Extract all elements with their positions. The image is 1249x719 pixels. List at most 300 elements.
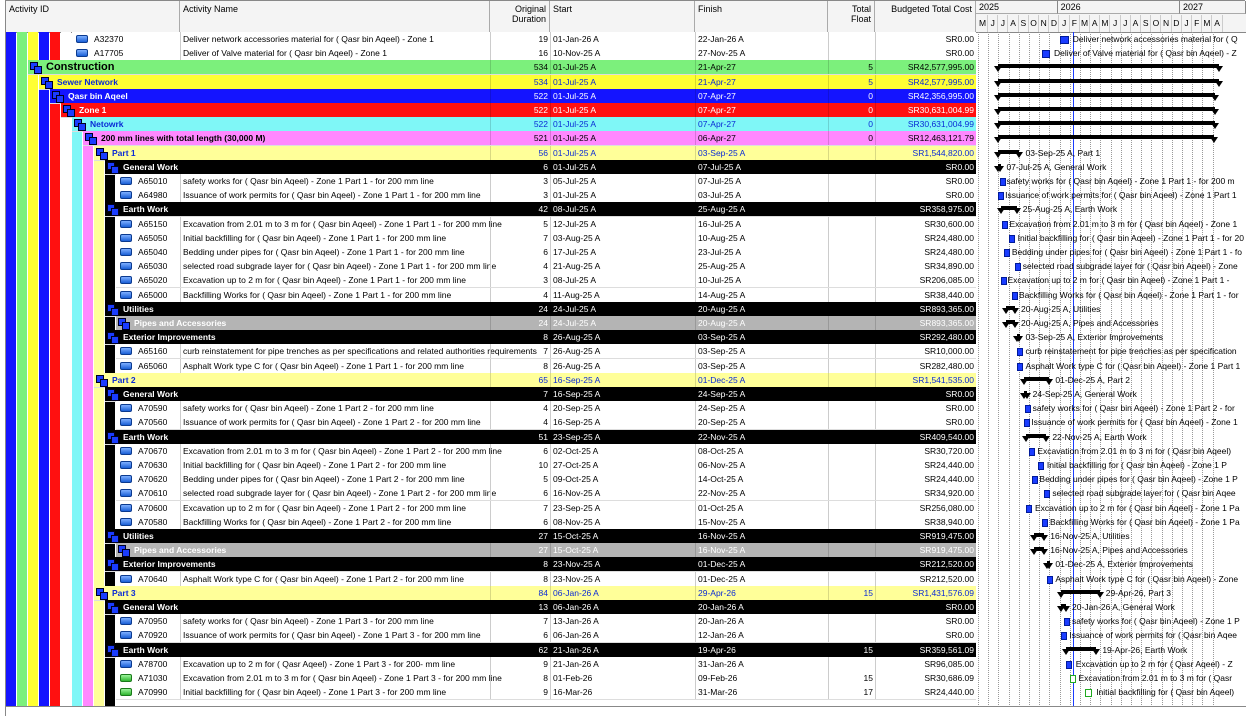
finish-date: 03-Jul-25 A: [695, 188, 828, 202]
month-label: M: [1100, 15, 1110, 32]
activity-bar: [1025, 405, 1031, 413]
total-float: [828, 259, 875, 273]
budgeted-cost: SR30,720.00: [875, 444, 976, 458]
month-label: F: [1070, 15, 1080, 32]
month-label: J: [1060, 15, 1070, 32]
summary-bar-start-cap: [994, 66, 1002, 72]
bar-label: 03-Sep-25 A, Exterior Improvements: [1025, 332, 1163, 343]
activity-icon: [120, 631, 132, 639]
original-duration: 84: [490, 586, 550, 600]
activity-bar: [1012, 292, 1018, 300]
wbs-row[interactable]: [6, 60, 976, 74]
budgeted-cost: SR0.00: [875, 46, 976, 60]
start-date: 26-Aug-25 A: [550, 330, 695, 344]
summary-bar-end-cap: [1045, 379, 1053, 385]
wbs-icon: [107, 602, 117, 612]
original-duration: 6: [490, 160, 550, 174]
activity-id: A70560: [138, 417, 168, 428]
activity-name: Excavation from 2.01 m to 3 m for ( Qasr bin Aqeel) - Zone 1 Part 1 - for 200 mm line: [180, 217, 490, 231]
activity-name: Deliver network accessories material for ( Qasr bin Aqeel) - Zone 1: [180, 32, 490, 46]
start-date: 03-Aug-25 A: [550, 231, 695, 245]
activity-id: A65050: [138, 232, 168, 243]
original-duration: 7: [490, 614, 550, 628]
original-duration: 534: [490, 75, 550, 89]
activity-id: A70920: [138, 630, 168, 641]
activity-id: A65010: [138, 176, 168, 186]
wbs-name: Exterior Improvements: [123, 559, 216, 570]
wbs-icon: [107, 389, 117, 399]
finish-date: 08-Oct-25 A: [695, 444, 828, 458]
start-date: 01-Jul-25 A: [550, 117, 695, 131]
wbs-row[interactable]: [6, 600, 976, 614]
wbs-icon: [30, 62, 40, 72]
table-row[interactable]: [6, 628, 976, 642]
summary-bar: [998, 135, 1214, 139]
table-row[interactable]: [6, 174, 976, 188]
month-label: N: [1162, 15, 1172, 32]
original-duration: 8: [490, 557, 550, 571]
budgeted-cost: SR24,440.00: [875, 685, 976, 699]
activity-icon: [120, 518, 132, 526]
activity-bar: [1042, 519, 1048, 527]
wbs-icon: [107, 304, 117, 314]
total-float: [828, 160, 875, 174]
bar-label: Excavation from 2.01 m to 3 m for ( Qasr bin Aqeel) - Zone 1: [1009, 218, 1238, 229]
schedule-sheet: [5, 0, 1245, 716]
wbs-name: Utilities: [123, 303, 154, 314]
summary-bar-end-cap: [1013, 208, 1021, 214]
budgeted-cost: SR96,085.00: [875, 657, 976, 671]
original-duration: 8: [490, 330, 550, 344]
wbs-name: Earth Work: [123, 431, 169, 442]
col-total-float[interactable]: Total Float: [828, 1, 875, 32]
finish-date: 24-Sep-25 A: [695, 401, 828, 415]
wbs-row[interactable]: [6, 316, 976, 330]
activity-bar: [1000, 178, 1006, 186]
wbs-row[interactable]: [6, 586, 976, 600]
wbs-name: Earth Work: [123, 644, 169, 655]
wbs-row[interactable]: [6, 330, 976, 344]
original-duration: 42: [490, 202, 550, 216]
wbs-row[interactable]: [6, 387, 976, 401]
original-duration: 3: [490, 174, 550, 188]
wbs-icon: [41, 77, 51, 87]
original-duration: 24: [490, 316, 550, 330]
original-duration: 522: [490, 117, 550, 131]
start-date: 15-Oct-25 A: [550, 543, 695, 557]
original-duration: 4: [490, 415, 550, 429]
bar-label: Excavation from 2.01 m to 3 m for ( Qasr bin Aqeel): [1037, 445, 1232, 456]
activity-icon: [120, 362, 132, 370]
table-row[interactable]: [6, 415, 976, 429]
wbs-row[interactable]: [6, 131, 976, 145]
summary-bar-start-cap: [1030, 549, 1038, 555]
summary-bar-end-cap: [1092, 649, 1100, 655]
summary-bar-end-cap: [996, 166, 1004, 172]
activity-icon: [120, 347, 132, 355]
summary-bar-end-cap: [1062, 606, 1070, 612]
summary-bar-end-cap: [1210, 137, 1218, 143]
col-original-duration[interactable]: Original Duration: [490, 1, 550, 32]
table-row[interactable]: [6, 188, 976, 202]
activity-icon: [120, 688, 132, 696]
activity-id: A71030: [138, 673, 168, 683]
total-float: 0: [828, 117, 875, 131]
summary-bar: [998, 107, 1214, 111]
total-float: 15: [828, 643, 875, 657]
activity-id: A70600: [138, 502, 168, 513]
table-row[interactable]: [6, 486, 976, 500]
start-date: 01-Jul-25 A: [550, 89, 695, 103]
table-row[interactable]: [6, 671, 976, 685]
bar-label: 20-Aug-25 A, Pipes and Accessories: [1021, 318, 1159, 328]
wbs-name: Pipes and Accessories: [134, 318, 227, 328]
finish-date: 16-Nov-25 A: [695, 529, 828, 543]
total-float: [828, 217, 875, 231]
summary-bar-end-cap: [1211, 95, 1219, 101]
original-duration: 521: [490, 131, 550, 145]
table-row[interactable]: [6, 259, 976, 273]
budgeted-cost: SR1,541,535.00: [875, 373, 976, 387]
total-float: 5: [828, 75, 875, 89]
col-activity-id[interactable]: Activity ID: [6, 1, 180, 32]
month-label: J: [1182, 15, 1192, 32]
summary-bar: [998, 64, 1219, 68]
wbs-row[interactable]: [6, 202, 976, 216]
budgeted-cost: SR0.00: [875, 387, 976, 401]
activity-bar: [1044, 490, 1050, 498]
budgeted-cost: SR30,631,004.99: [875, 117, 976, 131]
wbs-icon: [74, 119, 84, 129]
bar-label: 29-Apr-26, Part 3: [1105, 587, 1171, 598]
start-date: 01-Jul-25 A: [550, 131, 695, 145]
wbs-row[interactable]: [6, 543, 976, 557]
original-duration: 27: [490, 543, 550, 557]
activity-name: selected road subgrade layer for ( Qasr bin Aqeel) - Zone 1 Part 1 - for 200 mm line: [180, 259, 490, 273]
original-duration: 9: [490, 657, 550, 671]
total-float: [828, 302, 875, 316]
finish-date: 31-Mar-26: [695, 685, 828, 699]
original-duration: 3: [490, 273, 550, 287]
table-row[interactable]: [6, 344, 976, 358]
total-float: [828, 288, 875, 302]
original-duration: 7: [490, 231, 550, 245]
table-row[interactable]: [6, 444, 976, 458]
start-date: 21-Aug-25 A: [550, 259, 695, 273]
wbs-name: Construction: [46, 61, 115, 74]
summary-bar-end-cap: [1215, 66, 1223, 72]
activity-bar: [1032, 476, 1038, 484]
total-float: [828, 543, 875, 557]
start-date: 06-Jan-26 A: [550, 628, 695, 642]
bar-label: Backfilling Works for ( Qasr bin Aqeel) - Zone 1 Pa: [1049, 516, 1240, 527]
start-date: 08-Jul-25 A: [550, 273, 695, 287]
bar-label: Asphalt Work type C for ( Qasr bin Aqeel) - Zone: [1055, 573, 1239, 584]
total-float: [828, 472, 875, 486]
start-date: 01-Jul-25 A: [550, 75, 695, 89]
original-duration: 4: [490, 259, 550, 273]
summary-bar-end-cap: [1011, 322, 1019, 328]
finish-date: 09-Feb-26: [695, 671, 828, 685]
finish-date: 14-Oct-25 A: [695, 472, 828, 486]
start-date: 16-Sep-25 A: [550, 373, 695, 387]
original-duration: 8: [490, 359, 550, 373]
month-label: A: [1213, 15, 1223, 32]
total-float: [828, 415, 875, 429]
finish-date: 22-Nov-25 A: [695, 430, 828, 444]
summary-bar-end-cap: [1045, 563, 1053, 569]
bar-label: 24-Sep-25 A, General Work: [1032, 389, 1137, 399]
bar-label: Asphalt Work type C for ( Qasr bin Aqeel) - Zone 1 Part 1: [1025, 360, 1241, 371]
total-float: [828, 231, 875, 245]
table-row[interactable]: [6, 288, 976, 302]
bar-label: selected road subgrade layer for ( Qasr bin Aqee: [1052, 488, 1236, 499]
budgeted-cost: SR0.00: [875, 32, 976, 46]
bar-label: safety works for ( Qasr bin Aqeel) - Zone 1 P: [1072, 616, 1240, 627]
table-row[interactable]: [6, 572, 976, 586]
finish-date: 23-Jul-25 A: [695, 245, 828, 259]
start-date: 23-Nov-25 A: [550, 572, 695, 586]
bar-label: Deliver network accessories material for ( Q: [1072, 34, 1238, 44]
original-duration: 6: [490, 515, 550, 529]
total-float: [828, 174, 875, 188]
finish-date: 03-Sep-25 A: [695, 359, 828, 373]
wbs-icon: [107, 645, 117, 655]
total-float: [828, 245, 875, 259]
total-float: [828, 572, 875, 586]
activity-name: Bedding under pipes for ( Qasr bin Aqeel) - Zone 1 Part 2 - for 200 mm line: [180, 472, 490, 486]
activity-bar: [1017, 348, 1023, 356]
finish-date: 20-Jan-26 A: [695, 614, 828, 628]
finish-date: 16-Jul-25 A: [695, 217, 828, 231]
month-label: J: [988, 15, 998, 32]
activity-name: Excavation up to 2 m for ( Qasr Aqeel) - Zone 1 Part 3 - for 200- mm line: [180, 657, 490, 671]
activity-bar: [1029, 448, 1035, 456]
month-label: S: [1019, 15, 1029, 32]
gridline: [978, 32, 979, 717]
activity-bar: [1060, 36, 1069, 44]
finish-date: 16-Nov-25 A: [695, 543, 828, 557]
col-start[interactable]: Start: [550, 1, 695, 32]
budgeted-cost: SR42,577,995.00: [875, 75, 976, 89]
total-float: [828, 330, 875, 344]
table-row[interactable]: [6, 472, 976, 486]
start-date: 27-Oct-25 A: [550, 458, 695, 472]
wbs-row[interactable]: [6, 75, 976, 89]
finish-date: 07-Apr-27: [695, 89, 828, 103]
year-label: 2025: [976, 1, 1058, 14]
start-date: 02-Oct-25 A: [550, 444, 695, 458]
wbs-row[interactable]: [6, 302, 976, 316]
budgeted-cost: SR1,431,576.09: [875, 586, 976, 600]
start-date: 01-Jul-25 A: [550, 160, 695, 174]
wbs-icon: [107, 162, 117, 172]
budgeted-cost: SR212,520.00: [875, 557, 976, 571]
finish-date: 03-Sep-25 A: [695, 146, 828, 160]
col-activity-name[interactable]: Activity Name: [180, 1, 490, 32]
budgeted-cost: SR38,440.00: [875, 288, 976, 302]
budgeted-cost: SR34,920.00: [875, 486, 976, 500]
activity-bar: [1070, 675, 1076, 683]
start-date: 10-Nov-25 A: [550, 46, 695, 60]
total-float: [828, 515, 875, 529]
activity-id: A65060: [138, 360, 168, 371]
wbs-icon: [63, 105, 73, 115]
original-duration: 7: [490, 387, 550, 401]
original-duration: 7: [490, 501, 550, 515]
total-float: [828, 557, 875, 571]
finish-date: 29-Apr-26: [695, 586, 828, 600]
activity-icon: [120, 475, 132, 483]
activity-name: Backfilling Works for ( Qasr bin Aqeel) - Zone 1 Part 2 - for 200 mm line: [180, 515, 490, 529]
activity-name: Issuance of work permits for ( Qasr bin Aqeel) - Zone 1 Part 2 - for 200 mm line: [180, 415, 490, 429]
activity-name: Initial backfilling for ( Qasr bin Aqeel) - Zone 1 Part 3 - for 200 mm line: [180, 685, 490, 699]
budgeted-cost: SR919,475.00: [875, 543, 976, 557]
activity-icon: [120, 248, 132, 256]
activity-name: safety works for ( Qasr bin Aqeel) - Zone 1 Part 1 - for 200 mm line: [180, 174, 490, 188]
year-label: 2027: [1180, 1, 1246, 14]
table-row[interactable]: [6, 231, 976, 245]
month-label: A: [1090, 15, 1100, 32]
wbs-name: Utilities: [123, 531, 154, 541]
bar-label: 07-Jul-25 A, General Work: [1006, 161, 1107, 172]
wbs-row[interactable]: [6, 103, 976, 117]
wbs-row[interactable]: [6, 643, 976, 657]
original-duration: 62: [490, 643, 550, 657]
budgeted-cost: SR42,577,995.00: [875, 60, 976, 74]
table-row[interactable]: [6, 217, 976, 231]
total-float: [828, 344, 875, 358]
summary-bar-start-cap: [1030, 535, 1038, 541]
start-date: 01-Jul-25 A: [550, 188, 695, 202]
month-label: J: [998, 15, 1008, 32]
activity-id: A64980: [138, 190, 168, 201]
month-label: S: [1141, 15, 1151, 32]
summary-bar: [1061, 590, 1099, 594]
budgeted-cost: SR212,520.00: [875, 572, 976, 586]
table-row[interactable]: [6, 245, 976, 259]
wbs-row[interactable]: [6, 117, 976, 131]
start-date: 21-Jan-26 A: [550, 657, 695, 671]
original-duration: 4: [490, 401, 550, 415]
table-row[interactable]: [6, 685, 976, 699]
wbs-name: General Work: [123, 389, 179, 399]
col-budgeted-total-cost[interactable]: Budgeted Total Cost: [875, 1, 976, 32]
wbs-row[interactable]: [6, 146, 976, 160]
wbs-row[interactable]: [6, 373, 976, 387]
activity-bar: [1002, 221, 1008, 229]
month-label: O: [1029, 15, 1039, 32]
start-date: 23-Nov-25 A: [550, 557, 695, 571]
table-row[interactable]: [6, 273, 976, 287]
summary-bar-end-cap: [1042, 436, 1050, 442]
wbs-name: Pipes and Accessories: [134, 545, 227, 556]
wbs-row[interactable]: [6, 89, 976, 103]
finish-date: 07-Jul-25 A: [695, 174, 828, 188]
table-row[interactable]: [6, 515, 976, 529]
start-date: 08-Nov-25 A: [550, 515, 695, 529]
table-row[interactable]: [6, 614, 976, 628]
finish-date: 20-Aug-25 A: [695, 302, 828, 316]
original-duration: 8: [490, 572, 550, 586]
original-duration: 522: [490, 103, 550, 117]
bar-label: Initial backfilling for ( Qasr bin Aqeel): [1096, 687, 1235, 698]
table-row[interactable]: [6, 359, 976, 373]
wbs-name: Zone 1: [79, 105, 107, 115]
summary-bar-start-cap: [1057, 592, 1065, 598]
total-float: [828, 628, 875, 642]
original-duration: 522: [490, 89, 550, 103]
original-duration: 9: [490, 685, 550, 699]
activity-name: Asphalt Work type C for ( Qasr bin Aqeel) - Zone 1 Part 2 - for 200 mm line: [180, 572, 490, 586]
total-float: 15: [828, 671, 875, 685]
total-float: [828, 600, 875, 614]
budgeted-cost: SR10,000.00: [875, 344, 976, 358]
budgeted-cost: SR38,940.00: [875, 515, 976, 529]
table-row[interactable]: [6, 657, 976, 671]
activity-icon: [120, 220, 132, 228]
gantt-timescale: [976, 1, 1246, 33]
activity-name: Issuance of work permits for ( Qasr bin Aqeel) - Zone 1 Part 3 - for 200 mm line: [180, 628, 490, 642]
budgeted-cost: SR30,686.09: [875, 671, 976, 685]
activity-icon: [120, 291, 132, 299]
total-float: [828, 316, 875, 330]
table-row[interactable]: [6, 458, 976, 472]
start-date: 09-Oct-25 A: [550, 472, 695, 486]
bar-label: 16-Nov-25 A, Utilities: [1050, 531, 1130, 541]
budgeted-cost: SR0.00: [875, 160, 976, 174]
wbs-row[interactable]: [6, 529, 976, 543]
wbs-row[interactable]: [6, 557, 976, 571]
col-finish[interactable]: Finish: [695, 1, 828, 32]
activity-name: Excavation up to 2 m for ( Qasr bin Aqeel) - Zone 1 Part 2 - for 200 mm line: [180, 501, 490, 515]
summary-bar-start-cap: [997, 208, 1005, 214]
wbs-icon: [107, 332, 117, 342]
summary-bar-end-cap: [1011, 308, 1019, 314]
finish-date: 20-Aug-25 A: [695, 316, 828, 330]
activity-id: A65030: [138, 261, 168, 272]
original-duration: 56: [490, 146, 550, 160]
budgeted-cost: SR1,544,820.00: [875, 146, 976, 160]
finish-date: 21-Apr-27: [695, 60, 828, 74]
summary-bar-end-cap: [1215, 81, 1223, 87]
activity-icon: [76, 49, 88, 57]
start-date: 26-Aug-25 A: [550, 344, 695, 358]
activity-id: A65020: [138, 275, 168, 286]
start-date: 24-Jul-25 A: [550, 302, 695, 316]
bar-label: Excavation up to 2 m for ( Qasr bin Aqeel) - Zone 1 Part 1 -: [1007, 275, 1230, 286]
budgeted-cost: SR30,631,004.99: [875, 103, 976, 117]
table-row[interactable]: [6, 401, 976, 415]
original-duration: 5: [490, 472, 550, 486]
start-date: 16-Mar-26: [550, 685, 695, 699]
table-row[interactable]: [6, 46, 976, 60]
wbs-row[interactable]: [6, 160, 976, 174]
original-duration: 6: [490, 486, 550, 500]
activity-bar: [1015, 263, 1021, 271]
wbs-row[interactable]: [6, 430, 976, 444]
bar-label: 01-Dec-25 A, Exterior Improvements: [1055, 559, 1193, 570]
activity-name: Deliver of Valve material for ( Qasr bin Aqeel) - Zone 1: [180, 46, 490, 60]
budgeted-cost: SR292,480.00: [875, 330, 976, 344]
table-row[interactable]: [6, 501, 976, 515]
start-date: 23-Sep-25 A: [550, 430, 695, 444]
table-row[interactable]: [6, 32, 976, 46]
table-header: [6, 1, 976, 33]
total-float: 5: [828, 60, 875, 74]
budgeted-cost: SR358,975.00: [875, 202, 976, 216]
activity-id: A65000: [138, 289, 168, 300]
